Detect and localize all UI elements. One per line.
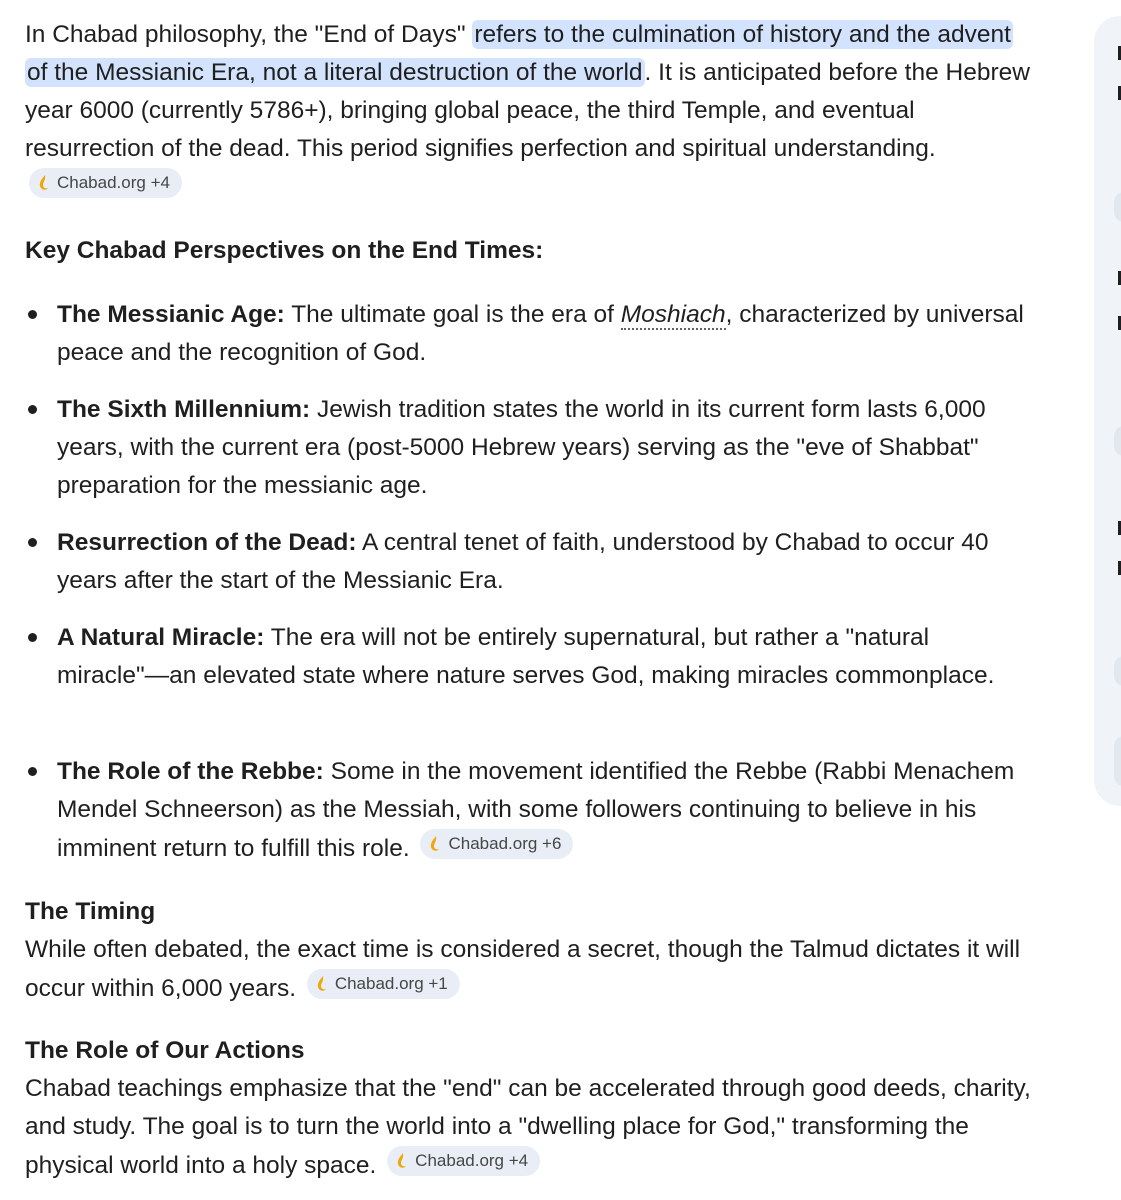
- intro-text-after: . It is anticipated before the Hebrew year 6000 (currently 5786+), bringing global peace, the third Temple, and eventual resurrection of the dead. This period signifies perfection and spiritual understanding.: [25, 59, 1030, 162]
- bullet-dot: [28, 405, 37, 414]
- citation-label: Chabad.org +4: [415, 1151, 529, 1170]
- bullet-dot: [28, 538, 37, 547]
- intro-highlighted-text[interactable]: refers to the culmination of history and the advent of the Messianic Era, not a literal destruction of the world: [27, 21, 1011, 86]
- list-item-body: The ultimate goal is the era of: [284, 301, 621, 328]
- list-item: [25, 391, 1035, 505]
- list-item-body: The era will not be entirely supernatural, but rather a "natural miracle"—an elevated state where nature serves God, making miracles commonplace.: [57, 624, 995, 689]
- source-card-fragment[interactable]: [1114, 192, 1121, 222]
- list-item: [25, 619, 1035, 695]
- timing-paragraph: [25, 931, 1035, 1008]
- term-moshiach[interactable]: Moshiach: [620, 301, 726, 328]
- citation-chip[interactable]: [420, 829, 573, 859]
- list-item-body: Some in the movement identified the Rebbe (Rabbi Menachem Mendel Schneerson) as the Messiah, with some followers continuing to believe in his imminent return to fulfill this role.: [57, 758, 1015, 862]
- timing-title: The Timing: [25, 898, 156, 925]
- actions-title: The Role of Our Actions: [25, 1037, 305, 1064]
- list-item: [25, 753, 1035, 868]
- source-card-fragment[interactable]: [1114, 656, 1121, 686]
- list-item-title: The Messianic Age:: [57, 301, 285, 328]
- bullet-dot: [28, 767, 37, 776]
- list-item: [25, 524, 1035, 600]
- list-item-title: The Sixth Millennium:: [57, 396, 311, 423]
- chabad-flame-icon: [428, 835, 442, 853]
- list-item-body: A central tenet of faith, understood by Chabad to occur 40 years after the start of the Messianic Era.: [57, 529, 989, 594]
- citation-chip[interactable]: [387, 1146, 540, 1176]
- chabad-flame-icon: [315, 975, 329, 993]
- source-card-fragment[interactable]: [1114, 736, 1121, 786]
- list-item-text: [57, 524, 1035, 600]
- perspectives-heading: Key Chabad Perspectives on the End Times:: [25, 237, 544, 264]
- chabad-flame-icon: [37, 174, 51, 192]
- list-item-text: [57, 753, 1035, 868]
- sources-side-panel[interactable]: [1094, 16, 1121, 806]
- intro-text-before: In Chabad philosophy, the "End of Days": [25, 21, 473, 48]
- list-item-title: A Natural Miracle:: [57, 624, 265, 651]
- citation-label: Chabad.org +6: [448, 834, 562, 853]
- actions-text: Chabad teachings emphasize that the "end" can be accelerated through good deeds, charity, and study. The goal is to turn the world into a "dwelling place for God," transforming the physical world into a holy space.: [25, 1075, 1031, 1179]
- citation-label: Chabad.org +1: [334, 974, 448, 993]
- chabad-flame-icon: [395, 1152, 409, 1170]
- list-item-text: [57, 296, 1035, 372]
- actions-paragraph: [25, 1070, 1035, 1185]
- bullet-dot: [28, 633, 37, 642]
- list-item-title: The Role of the Rebbe:: [57, 758, 324, 785]
- list-item-text: [57, 391, 1035, 505]
- list-item-text: [57, 619, 1035, 695]
- list-item-body: Jewish tradition states the world in its current form lasts 6,000 years, with the current era (post-5000 Hebrew years) serving as the "eve of Shabbat" preparation for the messianic age.: [57, 396, 986, 499]
- citation-label: Chabad.org +4: [57, 173, 170, 192]
- list-item-body-cont: , characterized by universal peace and the recognition of God.: [57, 301, 1024, 366]
- list-item: [25, 296, 1035, 372]
- source-card-fragment[interactable]: [1114, 426, 1121, 456]
- citation-chip[interactable]: [29, 168, 182, 198]
- list-item-title: Resurrection of the Dead:: [57, 529, 357, 556]
- timing-text: While often debated, the exact time is considered a secret, though the Talmud dictates it will occur within 6,000 years.: [25, 936, 1021, 1002]
- intro-paragraph: [25, 16, 1035, 207]
- citation-chip[interactable]: [307, 969, 460, 999]
- bullet-dot: [28, 310, 37, 319]
